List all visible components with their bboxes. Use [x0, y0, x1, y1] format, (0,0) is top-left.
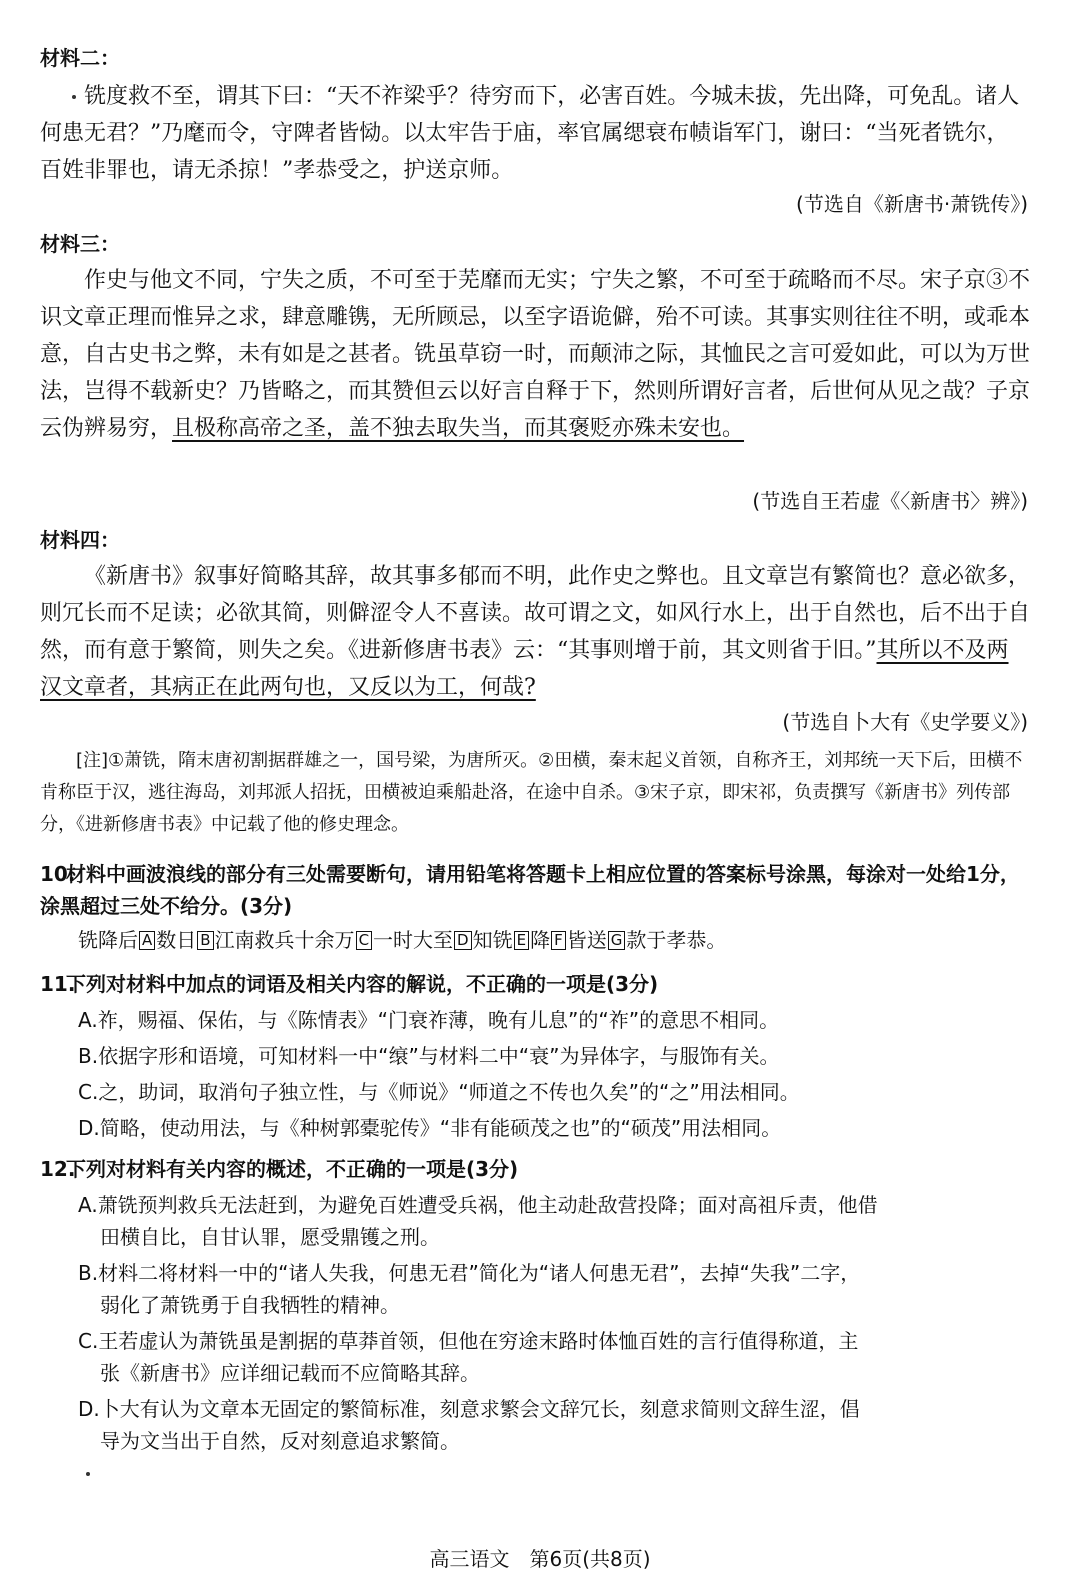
footnotes [40, 745, 1030, 841]
material4-heading: 材料四： [40, 528, 120, 552]
q11-option-a[interactable]: A.祚，赐福、保佑，与《陈情表》“门衰祚薄，晚有儿息”的“祚”的意思不相同。 [78, 1008, 780, 1032]
material3-body [40, 262, 1030, 447]
q10-mark-box-e[interactable]: E [514, 931, 529, 950]
q12-option-d-line2: 导为文当出于自然，反对刻意追求繁简。 [100, 1429, 460, 1453]
material3-wavy-underline: 且极称高帝之圣，盖不独去取失当，而其褒贬亦殊未安也。 [172, 416, 745, 441]
question-10 [40, 858, 1030, 956]
question-12-number: 12. [40, 1157, 76, 1181]
scan-mark [72, 95, 76, 99]
q10-text-segment: 一时大至 [373, 928, 454, 952]
question-10-stem-text: 材料中画波浪线的部分有三处需要断句，请用铅笔将答题卡上相应位置的答案标号涂黑，每涂对一处给1分，涂黑超过三处不给分。(3分) [40, 862, 1020, 918]
q10-text-segment: 皆送 [566, 928, 607, 952]
q10-text-segment: 铣降后 [78, 928, 138, 952]
q10-mark-box-c[interactable]: C [356, 931, 372, 950]
question-12 [40, 1153, 1030, 1457]
q12-option-a[interactable] [40, 1189, 1030, 1253]
q11-option-d[interactable]: D.简略，使动用法，与《种树郭橐驼传》“非有能硕茂之也”的“硕茂”用法相同。 [78, 1116, 782, 1140]
question-11-stem [40, 968, 1030, 1000]
material2-body [40, 78, 1030, 189]
q12-option-c-line2: 张《新唐书》应详细记载而不应简略其辞。 [100, 1361, 480, 1385]
q12-option-c-line1: C.王若虚认为萧铣虽是割据的草莽首领，但他在穷途末路时体恤百姓的言行值得称道，主 [78, 1329, 859, 1353]
q11-option-c[interactable]: C.之，助词，取消句子独立性，与《师说》“师道之不传也久矣”的“之”用法相同。 [78, 1080, 800, 1104]
q10-text-segment: 款于孝恭。 [626, 928, 727, 952]
q12-option-d[interactable] [40, 1393, 1030, 1457]
q12-option-c[interactable] [40, 1325, 1030, 1389]
q12-option-b[interactable] [40, 1257, 1030, 1321]
page-footer: 高三语文 第6页(共8页) [429, 1547, 651, 1571]
question-11 [40, 968, 1030, 1144]
question-12-stem-text: 下列对材料有关内容的概述，不正确的一项是(3分) [66, 1157, 519, 1181]
material4-text-lead: 《新唐书》叙事好简略其辞，故其事多郁而不明，此作史之弊也。且文章岂有繁简也？意必欲多，则冗长而不足读；必欲其简，则僻涩令人不喜读。故可谓之文，如风行水上，出于自然也，后不出于自然，而有意于繁简，则失之矣。《进新修唐书表》云：“其事则增于前，其文则省于旧。” [40, 564, 1031, 663]
q10-mark-box-b[interactable]: B [197, 931, 213, 950]
q10-text-segment: 江南救兵十余万 [214, 928, 355, 952]
question-10-line [40, 924, 1030, 956]
footnotes-text: [注]①萧铣，隋末唐初割据群雄之一，国号梁，为唐所灭。②田横，秦末起义首领，自称齐王，刘邦统一天下后，田横不肯称臣于汉，逃往海岛，刘邦派人招抚，田横被迫乘船赴洛，在途中自杀。③宋子京，即宋祁，负责撰写《新唐书》列传部分，《进新修唐书表》中记载了他的修史理念。 [40, 750, 1023, 835]
material4-body [40, 558, 1030, 706]
q12-option-d-line1: D.卜大有认为文章本无固定的繁简标准，刻意求繁会文辞冗长，刻意求简则文辞生涩，倡 [78, 1397, 860, 1421]
question-12-stem [40, 1153, 1030, 1185]
q10-mark-box-a[interactable]: A [139, 931, 155, 950]
material4-underline: 其所以不及两汉文章者，其病正在此两句也，又反以为工，何哉? [40, 638, 1009, 700]
q12-option-b-line2: 弱化了萧铣勇于自我牺牲的精神。 [100, 1293, 400, 1317]
material3-source: (节选自王若虚《〈新唐书〉辨》) [752, 489, 1028, 513]
question-11-number: 11. [40, 972, 76, 996]
q10-mark-box-f[interactable]: F [551, 931, 566, 950]
q10-text-segment: 数日 [156, 928, 197, 952]
q11-option-b[interactable]: B.依据字形和语境，可知材料一中“缞”与材料二中“衰”为异体字，与服饰有关。 [78, 1044, 780, 1068]
q10-text-segment: 降 [530, 928, 551, 952]
q12-option-b-line1: B.材料二将材料一中的“诸人失我，何患无君”简化为“诸人何患无君”，去掉“失我”二字， [78, 1261, 861, 1285]
question-11-stem-text: 下列对材料中加点的词语及相关内容的解说，不正确的一项是(3分) [66, 972, 659, 996]
material4-source: (节选自卜大有《史学要义》) [782, 710, 1028, 734]
material2-heading: 材料二： [40, 46, 120, 70]
q10-mark-box-g[interactable]: G [608, 931, 626, 950]
material2-text: 铣度救不至，谓其下曰：“天不祚梁乎？待穷而下，必害百姓。今城未拔，先出降，可免乱。诸人何患无君？”乃麾而令，守陴者皆恸。以太牢告于庙，率官属缌衰布帻诣军门，谢曰：“当死者铣尔，百姓非罪也，请无杀掠！”孝恭受之，护送京师。 [40, 84, 1020, 183]
material2-source: (节选自《新唐书·萧铣传》) [796, 192, 1028, 216]
q12-option-a-line1: A.萧铣预判救兵无法赶到，为避免百姓遭受兵祸，他主动赴敌营投降；面对高祖斥责，他借 [78, 1193, 878, 1217]
question-10-stem [40, 858, 1030, 922]
material3-text [40, 262, 1030, 447]
q10-mark-box-d[interactable]: D [454, 931, 472, 950]
question-10-number: 10. [40, 862, 76, 886]
scan-mark [86, 1472, 90, 1476]
material4-text [40, 558, 1030, 706]
material3-text-lead: 作史与他文不同，宁失之质，不可至于芜靡而无实；宁失之繁，不可至于疏略而不尽。宋子京③不识文章正理而惟异之求，肆意雕镌，无所顾忌，以至字语诡僻，殆不可读。其事实则往往不明，或乖本意，自古史书之弊，未有如是之甚者。铣虽草窃一时，而颠沛之际，其恤民之言可爱如此，可以为万世法，岂得不载新史？乃皆略之，而其赞但云以好言自释于下，然则所谓好言者，后世何从见之哉？子京云伪辨易穷， [40, 268, 1031, 441]
material3-heading: 材料三： [40, 232, 120, 256]
q12-option-a-line2: 田横自比，自甘认罪，愿受鼎镬之刑。 [100, 1225, 440, 1249]
q10-text-segment: 知铣 [472, 928, 513, 952]
